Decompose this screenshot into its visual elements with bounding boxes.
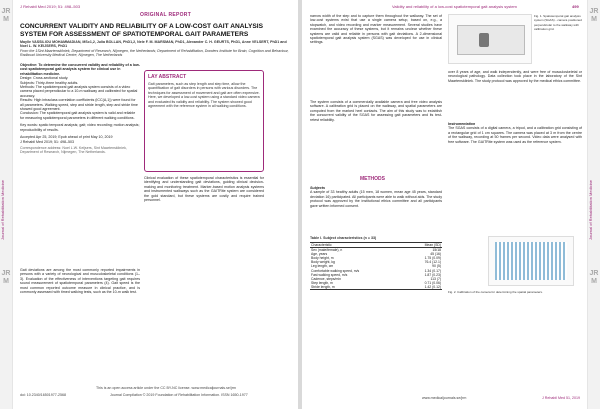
table-cell: Age, years — [311, 252, 328, 257]
abstract — [20, 63, 140, 155]
table-cell: 76.4 (12.1) — [424, 260, 441, 265]
journal-url: www.medicaljournals.se/jrm — [422, 396, 467, 400]
lay-abstract-box — [144, 70, 264, 172]
author-block — [20, 40, 290, 58]
table-cell: 90 (5) — [432, 264, 441, 269]
table-cell: 1.87 (0.23) — [424, 272, 441, 277]
table-cell: 1.75 (0.09) — [424, 256, 441, 261]
authors: Maylle VASSILIOU MOHAMMADIAN, MSc1,2, Julia BOLLAN, PhD1,2, Nele F. M. MARSMAN, PhD1, Alexander C. H. GEURTS, PhD1, Anne VELSERT, PhD1 and Noel L. W. KEIJSERS, PhD1 — [20, 40, 287, 49]
table-cell: 1.42 (0.12) — [407, 285, 442, 290]
abstract-objective: Objective: To determine the concurrent validity and reliability of a low-cost spatiotemporal gait analysis system for clinical use in rehabilitation medicine. — [20, 63, 140, 76]
journal-line: Journal Compilation © 2019 Foundation of Rehabilitation Information. ISSN 1650-1977 — [110, 393, 248, 397]
body-column-1: narrow width of the step and to capture them throughout the walkway. The set of low-cost systems exist that use a single camera setup, based on, e.g., a stopwatch, and video recording and marker measurement. Several studies have examined the accuracy of these systems, but it remains unclear whether these systems are valid and reliable in persons with gait deviations. A 2-dimensional spatiotemporal gait analysis system (SGAS) was developed for use in clinical settings. — [310, 14, 442, 45]
abstract-design: Design: Cross-sectional study. — [20, 76, 69, 81]
accepted-date: Accepted Apr 25, 2019; Epub ahead of print May 10, 2019 — [20, 135, 113, 140]
body-column-1b: The system consists of a commercially available camera and free video analysis software. A calibration grid is placed on the walkway, and spatial parameters are computed from the marked heel contacts. The aim of this study was to establish the concurrent validity of the SGAS for assessing gait parameters and its test-retest reliability. — [310, 100, 442, 122]
table-cell: Comfortable walking speed, m/s — [311, 268, 360, 273]
table-cell: Body weight, kg — [311, 260, 335, 265]
table-cell: 45 (16) — [430, 252, 441, 257]
table-row — [310, 285, 442, 290]
instrumentation-section — [448, 122, 582, 144]
instrumentation-heading: Instrumentation — [448, 122, 476, 126]
table-cell: Fast walking speed, m/s — [311, 272, 348, 277]
sidebar-journal-title: Journal of Rehabilitation Medicine — [588, 179, 593, 240]
page-number: 499 — [572, 4, 579, 9]
table-cell: 0.71 (0.06) — [424, 280, 441, 285]
table-cell: Stride length, m — [310, 285, 407, 290]
journal-sidebar — [0, 0, 13, 409]
table-cell: Step length, m — [311, 280, 333, 285]
camera-icon — [479, 33, 489, 47]
subjects-section — [310, 186, 442, 208]
lay-abstract-title: LAY ABSTRACT — [148, 74, 187, 80]
sidebar-journal-word: JRM — [589, 8, 599, 23]
doi: doi: 10.2340/16501977-2568 — [20, 393, 66, 397]
figure-2 — [488, 236, 574, 286]
abstract-conclusion: Conclusion: The spatiotemporal gait analysis system is valid and reliable for measuring spatiotemporal parameters in different walking conditions. — [20, 111, 136, 120]
subject-characteristics-table — [310, 242, 442, 290]
abstract-subjects: Subjects: Thirty-three healthy adults. — [20, 80, 79, 85]
table-cell: 113 (7) — [430, 276, 441, 281]
article-type-label: ORIGINAL REPORT — [140, 12, 192, 18]
left-page — [0, 0, 298, 409]
figure-1-caption: Fig. 1. Spatiotemporal gait analysis system (SGAS) - camera positioned perpendicular to the walkway with calibration grid. — [534, 14, 582, 32]
sidebar-journal-word-bottom: JRM — [589, 270, 599, 285]
lay-abstract-text: Gait parameters, such as step length and step time, allow the quantification of gait disorders in persons with various disorders. The techniques for assessment of movement and gait are often expensive. Here, we developed a low-cost system using a standard video camera and evaluated its validity and reliability. The system showed good agreement with the reference system in all walking conditions. — [148, 82, 260, 109]
introduction-text: Gait deviations are among the most commonly reported impairments in persons with a variety of neurological and musculoskeletal conditions (1–3). Evaluation of the effectiveness of interventions targeting gait requires sound measurement of spatiotemporal parameters (4). Gait speed is the most common reported outcome measure in clinical practice, and is commonly assessed with timed walking tests, such as the 10-m walk test. — [20, 268, 140, 295]
table-cell: Leg length, cm — [311, 264, 334, 269]
subjects-text: A sample of 33 healthy adults (15 men, 18 women, mean age 45 years, standard deviation 16) participated. All participants were able to walk without aids. The study protocol was approved by the institutional ethics committee and all participants gave written informed consent. — [310, 190, 442, 208]
figure-1 — [448, 14, 532, 64]
table-cell: Cadence, steps/min — [311, 276, 341, 281]
methods-heading: METHODS — [360, 176, 385, 182]
body-column-2: Clinical evaluation of these spatiotemporal characteristics is essential for identifying and understanding gait deviations, guiding clinical decision-making and monitoring treatment. Marker-based motion analysis systems and instrumented walkways such as the GAITRite system are considered the gold standard, but these systems are costly and require trained personnel. — [144, 176, 264, 203]
abstract-methods: Methods: The spatiotemporal gait analysis system consists of a video camera placed perpendicular to a 10-m walkway and calibrated for spatial accuracy. — [20, 85, 138, 98]
issue-footer: J Rehabil Med 51, 2019 — [542, 396, 580, 400]
sidebar-journal-word-bottom: JRM — [1, 270, 11, 285]
keywords: Key words: spatio temporal analysis; gait; video recording; motion analysis; reproducibility of results. — [20, 123, 140, 132]
affiliations: From the 1Sint Maartenskliniek, Department of Research, Nijmegen, the Netherlands; Department of Rehabilitation, Donders Institute for Brain, Cognition and Behaviour, Radboud University Medical Centre, Nijmegen, The Netherlands — [20, 48, 289, 58]
sidebar-journal-title: Journal of Rehabilitation Medicine — [0, 179, 5, 240]
right-page — [302, 0, 600, 409]
page-header: J Rehabil Med 2019; 51: 498–503 — [20, 4, 81, 9]
article-title: CONCURRENT VALIDITY AND RELIABILITY OF A LOW-COST GAIT ANALYSIS SYSTEM FOR ASSESSMENT OF SPATIOTEMPORAL GAIT PARAMETERS — [20, 23, 263, 38]
sidebar-journal-word: JRM — [1, 8, 11, 23]
body-column-2: over 8 years of age, and walk independently, and were free of musculoskeletal or neurological pathology. Data collection took place in the laboratory of the Sint Maartenskliniek. The study protocol was approved by the medical ethics committee. — [448, 70, 582, 83]
instrumentation-text: The SGAS consists of a digital camera, a tripod, and a calibration grid consisting of a rectangular grid of 1 cm squares. The camera was placed at 3 m from the centre of the walkway, recording at 50 frames per second. Video data were analysed with free software. The GAITRite system was used as the reference system. — [448, 126, 582, 144]
running-header: Validity and reliability of a low-cost spatiotemporal gait analysis system — [392, 4, 517, 9]
license-note: This is an open access article under the CC BY-NC license. www.medicaljournals.se/jrm — [96, 386, 236, 390]
table-cell: Sex (male/female), n — [311, 248, 343, 253]
table-header-cell: Mean (SD) — [407, 243, 442, 248]
subjects-heading: Subjects — [310, 186, 325, 190]
journal-sidebar-right — [587, 0, 600, 409]
correspondence: Correspondence address: Noel L.W. Keijsers, Sint Maartenskliniek, Department of Research, Nijmegen, The Netherlands. — [20, 145, 127, 155]
walkway-photo — [457, 25, 525, 55]
table-caption: Table I. Subject characteristics (n = 33) — [310, 236, 377, 240]
citation: J Rehabil Med 2019; 51: 498–503 — [20, 139, 74, 144]
table-cell: 1.34 (0.17) — [424, 268, 441, 273]
figure-2-caption: Fig. 2. Calibration of the camera for determining the spatial parameters. — [448, 290, 543, 294]
table-cell: 15/18 — [432, 248, 441, 253]
calibration-grid — [495, 242, 567, 280]
table-cell: Body height, m — [311, 256, 334, 261]
table-header-cell: Characteristic — [310, 243, 407, 248]
abstract-results: Results: High intraclass correlation coefficients (ICC(A,1)) were found for all parameters. Walking speed, step and stride length, step and stride time showed good agreement. — [20, 98, 138, 112]
